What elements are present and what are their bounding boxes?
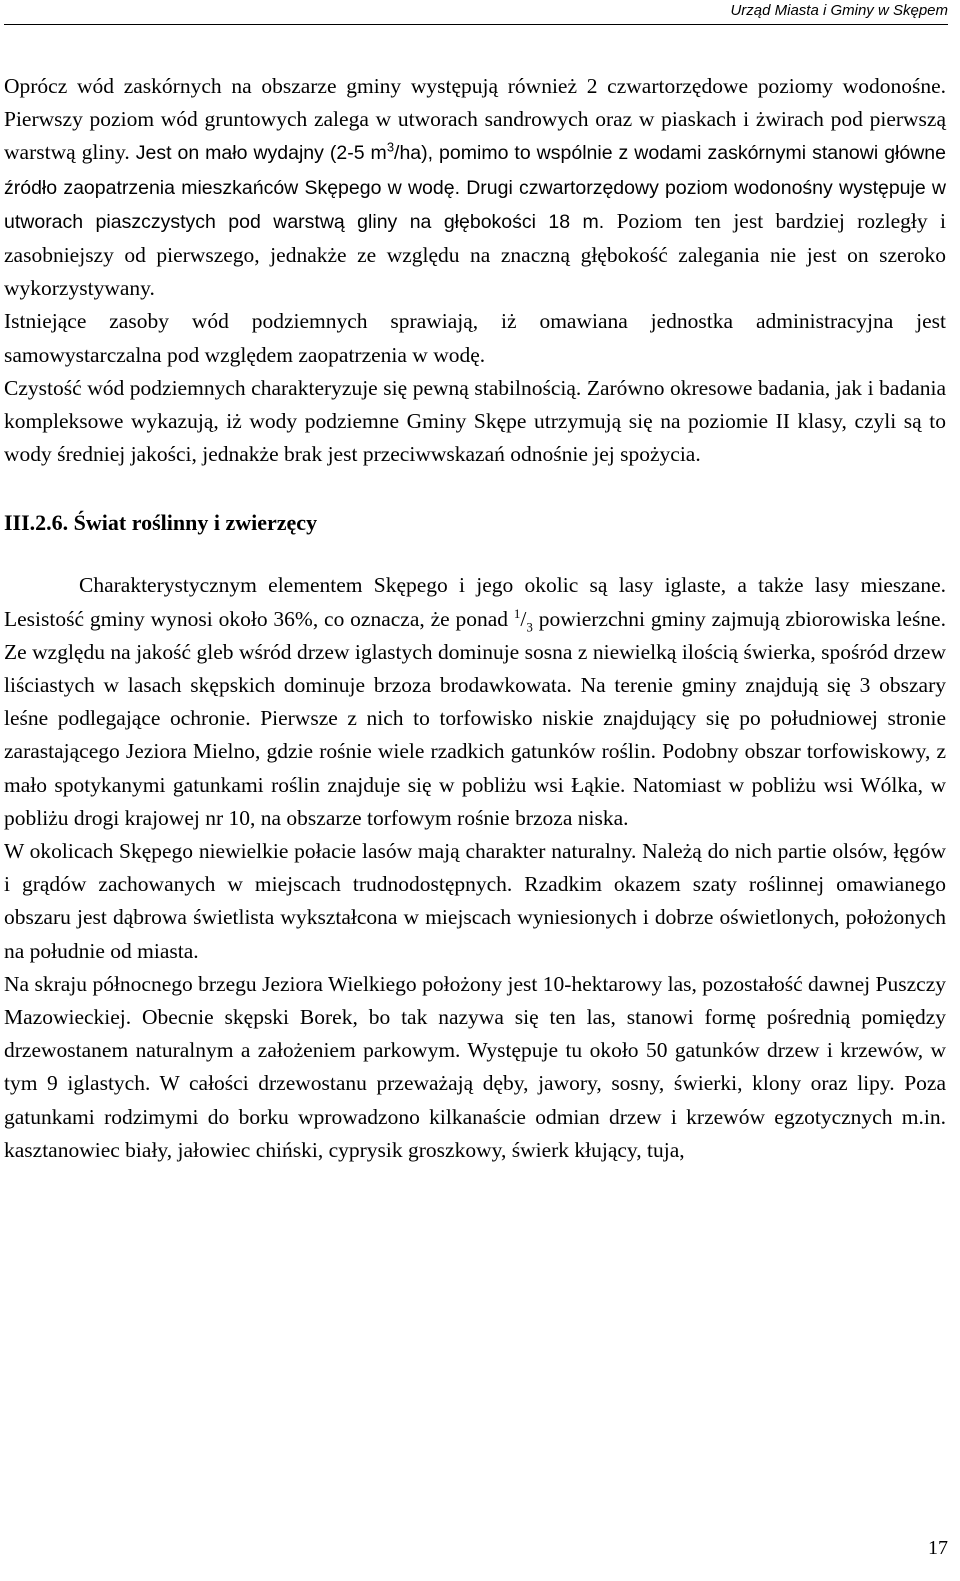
sans-text-2: /ha), pomimo to wspólnie z wodami zaskórnymi stanowi główne źródło zaopatrzenia mieszkańców Skępego w wodę. Drugi czwartorzędowy poziom wodonośny występuje w utworach piaszczystych pod warstwą gliny na głębokości 18 m. [4,142,946,233]
page-number: 17 [928,1537,948,1559]
paragraph-groundwater [4,70,946,305]
paragraph-natural-forests: W okolicach Skępego niewielkie połacie lasów mają charakter naturalny. Należą do nich partie olsów, łęgów i grądów zachowanych w miejscach trudnodostępnych. Rzadkim okazem szaty roślinnej omawianego obszaru jest dąbrowa świetlista wykształcona w miejscach wyniesionych i dobrze oświetlonych, położonych na południe od miasta. [4,839,946,963]
sans-text-1: Jest on mało wydajny (2-5 m [135,142,387,165]
forests-text-2: powierzchni gminy zajmują zbiorowiska leśne. Ze względu na jakość gleb wśród drzew iglastych dominuje sosna z niewielką ilością świerka, spośród drzew liściastych w lasach skępskich dominuje brzoza brodawkowata. Na terenie gminy znajdują się 3 obszary leśne podlegające ochronie. Pierwsze z nich to torfowisko niskie znajdujący się po południowej stronie zarastającego Jeziora Mielno, gdzie rośnie wiele rzadkich gatunków roślin. Podobny obszar torfowiskowy, z mało spotykanymi gatunkami roślin znajduje się w pobliżu wsi Łąkie. Natomiast w pobliżu wsi Wólka, w pobliżu drogi krajowej nr 10, na obszarze torfowym rośnie brzoza niska. [4,606,946,830]
paragraph-forests [4,569,946,835]
paragraph-water-quality: Czystość wód podziemnych charakteryzuje się pewną stabilnością. Zarówno okresowe badania, jak i badania kompleksowe wykazują, iż wody podziemne Gminy Skępe utrzymują się na poziomie II klasy, czyli są to wody średniej jakości, jednakże brak jest przeciwwskazań odnośnie jej spożycia. [4,375,946,467]
fraction-numerator: 1 [513,605,521,621]
fraction-denominator: 3 [526,618,533,634]
section-heading: III.2.6. Świat roślinny i zwierzęcy [4,510,318,536]
document-header: Urząd Miasta i Gminy w Skępem [730,2,948,19]
superscript-3: 3 [386,139,395,155]
header-divider [4,24,948,25]
document-body [4,70,946,1167]
fraction-separator: / [520,606,527,631]
paragraph-groundwater-tail: Poziom ten jest bardziej rozległy i zasobniejszy od pierwszego, jednakże ze względu na znaczną głębokość zalegania nie jest on szeroko wykorzystywany. [4,208,946,301]
paragraph-groundwater-intro: Oprócz wód zaskórnych na obszarze gminy występują również 2 czwartorzędowe poziomy wodonośne. Pierwszy poziom wód gruntowych zalega w utworach sandrowych oraz w piaskach i żwirach pod pierwszą warstwą gliny. [4,74,946,165]
paragraph-resources: Istniejące zasoby wód podziemnych sprawiają, iż omawiana jednostka administracyjna jest samowystarczalna pod względem zaopatrzenia w wodę. [4,309,946,367]
paragraph-borek: Na skraju północnego brzegu Jeziora Wielkiego położony jest 10-hektarowy las, pozostałość dawnej Puszczy Mazowieckiej. Obecnie skępski Borek, bo tak nazywa się ten las, stanowi formę pośrednią pomiędzy drzewostanem naturalnym a założeniem parkowym. Występuje tu około 50 gatunków drzew i krzewów, w tym 9 iglastych. W całości drzewostanu przeważają dęby, jawory, sosny, świerki, klony oraz lipy. Poza gatunkami rodzimymi do borku wprowadzono kilkanaście odmian drzew i krzewów egzotycznych m.in. kasztanowiec biały, jałowiec chiński, cyprysik groszkowy, świerk kłujący, tuja, [4,971,946,1162]
forests-text-1: Charakterystycznym elementem Skępego i jego okolic są lasy iglaste, a także lasy mieszane. Lesistość gminy wynosi około 36%, co oznacza, że ponad [4,573,946,631]
